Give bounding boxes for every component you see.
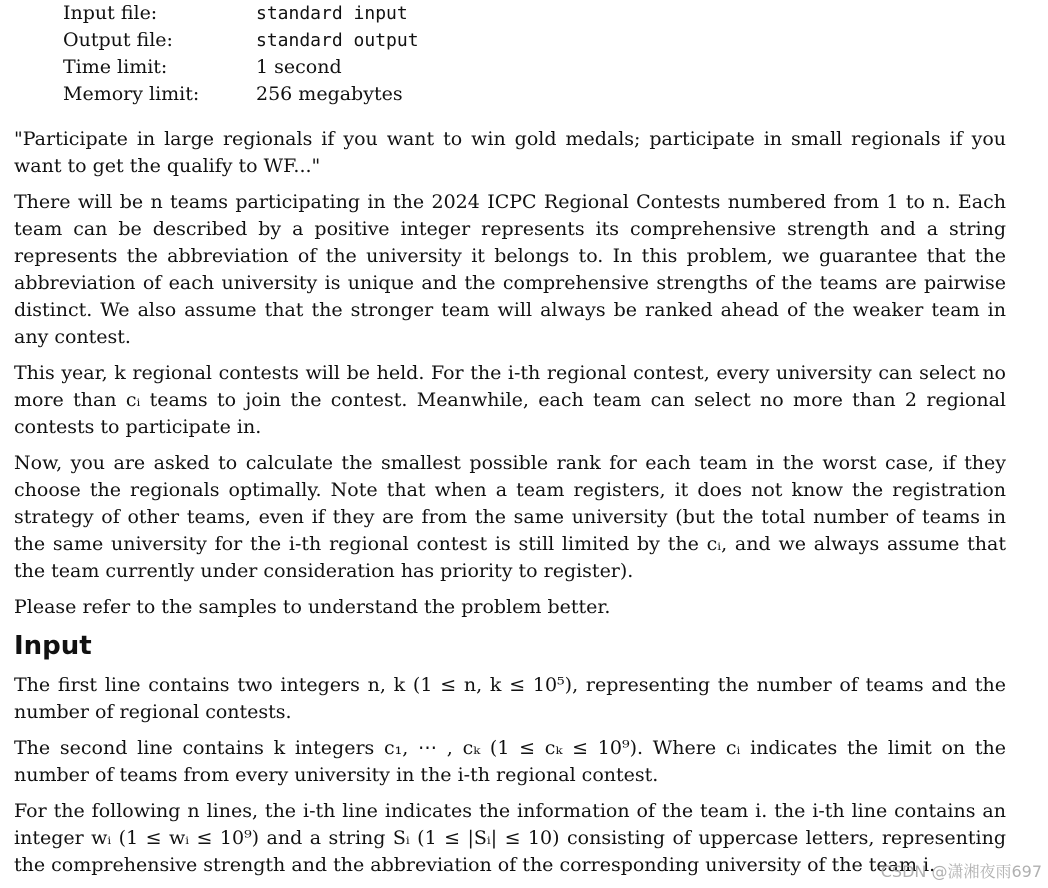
- statement-paragraph-samples: Please refer to the samples to understand the problem better.: [14, 596, 611, 618]
- input-heading: Input: [14, 631, 92, 661]
- input-paragraph-second-line: The second line contains k integers c₁, ⋯ , cₖ (1 ≤ cₖ ≤ 10⁹). Where cᵢ indicates the limit on the number of teams from every university in the i-th regional contest.: [14, 737, 1006, 786]
- memory-limit-value: 256 megabytes: [256, 83, 403, 105]
- time-limit-label: Time limit:: [63, 56, 168, 78]
- output-file-value: standard output: [256, 30, 419, 51]
- output-file-label: Output file:: [63, 29, 173, 51]
- problem-statement: [14, 126, 1006, 888]
- problem-limits: [63, 0, 663, 108]
- watermark: CSDN @潇湘夜雨697: [880, 862, 1042, 881]
- output-file-row: [63, 27, 663, 54]
- input-file-label: Input file:: [63, 2, 158, 24]
- memory-limit-label: Memory limit:: [63, 83, 200, 105]
- input-file-row: [63, 0, 663, 27]
- input-paragraph-team-lines: For the following n lines, the i-th line indicates the information of the team i. the i-th line contains an integer wᵢ (1 ≤ wᵢ ≤ 10⁹) and a string Sᵢ (1 ≤ |Sᵢ| ≤ 10) consisting of uppercase letters, representing the comprehensive strength and the abbreviation of the corresponding university of the team i.: [14, 800, 1006, 876]
- input-file-value: standard input: [256, 3, 408, 24]
- time-limit-row: [63, 54, 663, 81]
- statement-quote: "Participate in large regionals if you want to win gold medals; participate in small regionals if you want to get the qualify to WF...": [14, 128, 1006, 177]
- statement-paragraph-contests: This year, k regional contests will be held. For the i-th regional contest, every university can select no more than cᵢ teams to join the contest. Meanwhile, each team can select no more than 2 regional contests to participate in.: [14, 362, 1006, 438]
- statement-paragraph-task: Now, you are asked to calculate the smallest possible rank for each team in the worst case, if they choose the regionals optimally. Note that when a team registers, it does not know the registration strategy of other teams, even if they are from the same university (but the total number of teams in the same university for the i-th regional contest is still limited by the cᵢ, and we always assume that the team currently under consideration has priority to register).: [14, 452, 1006, 582]
- time-limit-value: 1 second: [256, 56, 342, 78]
- memory-limit-row: [63, 81, 663, 108]
- input-paragraph-first-line: The first line contains two integers n, k (1 ≤ n, k ≤ 10⁵), representing the number of teams and the number of regional contests.: [14, 674, 1006, 723]
- statement-paragraph-teams: There will be n teams participating in the 2024 ICPC Regional Contests numbered from 1 to n. Each team can be described by a positive integer represents its comprehensive strength and a string represents the abbreviation of the university it belongs to. In this problem, we guarantee that the abbreviation of each university is unique and the comprehensive strengths of the teams are pairwise distinct. We also assume that the stronger team will always be ranked ahead of the weaker team in any contest.: [14, 191, 1006, 348]
